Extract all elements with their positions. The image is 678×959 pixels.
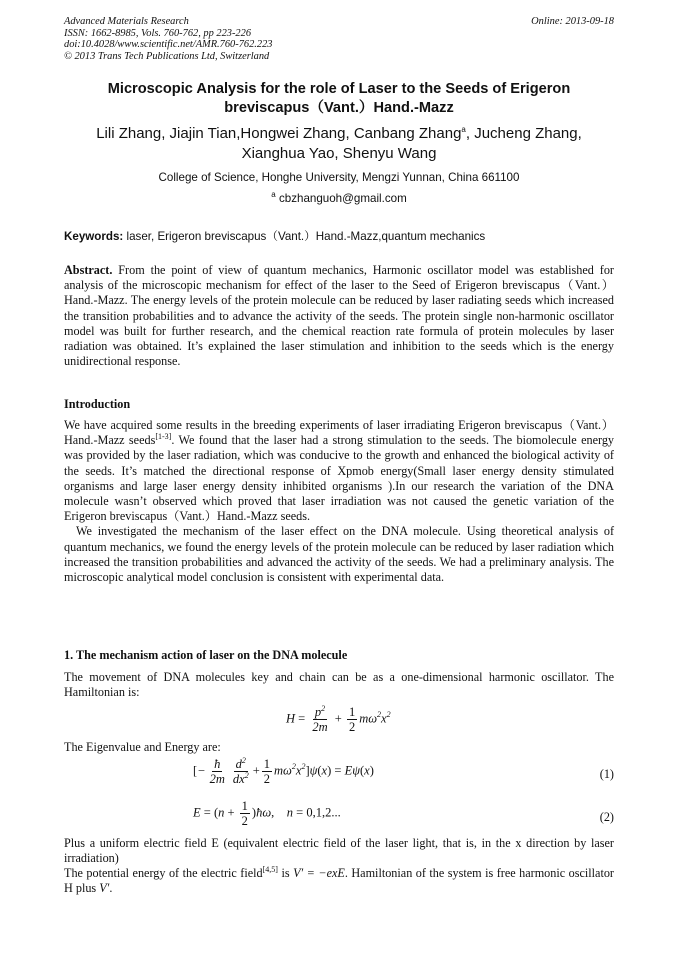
abstract (64, 263, 614, 369)
authors (60, 124, 618, 164)
authors-line-1 (60, 124, 618, 144)
intro-p1-rest: . We found that the laser had a strong stimulation to the seeds. The biomolecule energy was provided by the laser radiation, which was conducive to the growth and enhanced the biological activity of the seeds. It’s matched the directional response of Xpmob energy(Small laser energy density stimulated organisms and large laser energy density inhibited organisms ).In our research the variation of the DNA molecule wasn’t observed which proved that laser irradiation was not caused the genetic variation of the Erigeron breviscapus（Vant.）Hand.-Mazz seeds. (64, 433, 615, 524)
author-affiliation-mark: a (461, 125, 466, 134)
energy-equation: E = (n + $\frac{1}{2}$ )ħω, n = 0,1,2... (193, 799, 341, 828)
keywords-text: laser, Erigeron breviscapus（Vant.）Hand.-Mazz,quantum mechanics (126, 230, 486, 243)
email: cbzhanguoh@gmail.com (278, 192, 407, 205)
section1-p2: The Eigenvalue and Energy are: (64, 740, 221, 754)
journal-header (64, 16, 272, 62)
section1-citation: [4,5] (262, 864, 278, 874)
section1-p3: Plus a uniform electric field E (equivalent electric field of the laser light, that is, in the x direction by laser irradiation) (64, 836, 614, 866)
abstract-text: From the point of view of quantum mechanics, Harmonic oscillator model was established for analysis of the microscopic mechanism for effect of the laser to the Seed of Erigeron breviscapus（Vant.）Hand.-Mazz. The energy levels of the protein molecule can be reduced by laser radiating seeds which increased the transition probabilities and to advance the activity of the seeds. The protein single non-harmonic oscillator model was built for further research, and the chemical reaction rate formula of protein molecules by laser radiation was obtained. It’s explained the laser stimulation and inhibition to the seeds which is the energy unidirectional response. (64, 263, 614, 369)
intro-body (64, 418, 614, 585)
section1-p4-is: is (277, 866, 294, 880)
section1-p4-rest: . Hamiltonian of the system is free harmonic oscillator H plus (64, 866, 614, 896)
equation-number-2: (2) (599, 810, 614, 824)
section1-p1: The movement of DNA molecules key and chain can be as a one-dimensional harmonic oscillator. The Hamiltonian is: (64, 670, 614, 700)
authors-line-1-text: Lili Zhang, Jiajin Tian,Hongwei Zhang, Canbang Zhang (96, 125, 462, 142)
equation-number-1: (1) (599, 767, 614, 781)
abstract-label: Abstract. (64, 263, 113, 277)
copyright: © 2013 Trans Tech Publications Ltd, Switzerland (64, 50, 270, 62)
potential-symbol: V′ (99, 881, 110, 896)
intro-heading: Introduction (64, 397, 131, 411)
keywords-label: Keywords: (64, 230, 124, 243)
intro-citation: [1-3] (155, 432, 172, 442)
hamiltonian-equation: H = $\frac{p^2}{2m}$ + $\frac{1}{2}$ $m\omega^2x^2$ (286, 703, 391, 734)
section1-p4 (64, 866, 614, 896)
section1-heading: 1. The mechanism action of laser on the DNA molecule (64, 648, 348, 662)
intro-p2: We investigated the mechanism of the laser effect on the DNA molecule. Using theoretical analysis of quantum mechanics, we found the energy levels of the protein molecule can be reduced by laser radiation which increased the transition probabilities and advanced the activity of the seeds. We had a preliminary analysis. The microscopic analytical model conclusion is consistent with experimental data. (64, 524, 614, 585)
authors-line-2: Xianghua Yao, Shenyu Wang (241, 145, 437, 162)
potential-energy-expression: V′ = −exE (293, 866, 345, 880)
online-date: Online: 2013-09-18 (531, 16, 614, 27)
email-affiliation-mark: a (271, 190, 276, 200)
eigenvalue-equation: [− $\frac{ħ}{2m}$ $\frac{d^2}{dx^2}$ + $\frac{1}{2}$ $m\omega^2x^2]\psi(x) = E\psi(x)$ (193, 755, 374, 786)
paper-title (60, 80, 618, 118)
issn: ISSN: 1662-8985, Vols. 760-762, pp 223-226 (64, 27, 252, 39)
title-line-2: breviscapus（Vant.）Hand.-Mazz (224, 100, 454, 116)
section1-p4-text: The potential energy of the electric field (64, 866, 263, 880)
title-line-1: Microscopic Analysis for the role of Laser to the Seeds of Erigeron (107, 81, 571, 97)
keywords (64, 228, 485, 244)
intro-p1-text: We have acquired some results in the breeding experiments of laser irradiating Erigeron breviscapus（Vant.）Hand.-Mazz seeds (64, 418, 614, 448)
authors-line-1-rest: , Jucheng Zhang, (465, 125, 582, 142)
email-line (60, 192, 618, 205)
affiliation: College of Science, Honghe University, Mengzi Yunnan, China 661100 (158, 171, 520, 184)
doi: doi:10.4028/www.scientific.net/AMR.760-762.223 (64, 39, 273, 50)
journal-name: Advanced Materials Research (64, 16, 189, 27)
section1-p4-end: . (109, 881, 113, 896)
